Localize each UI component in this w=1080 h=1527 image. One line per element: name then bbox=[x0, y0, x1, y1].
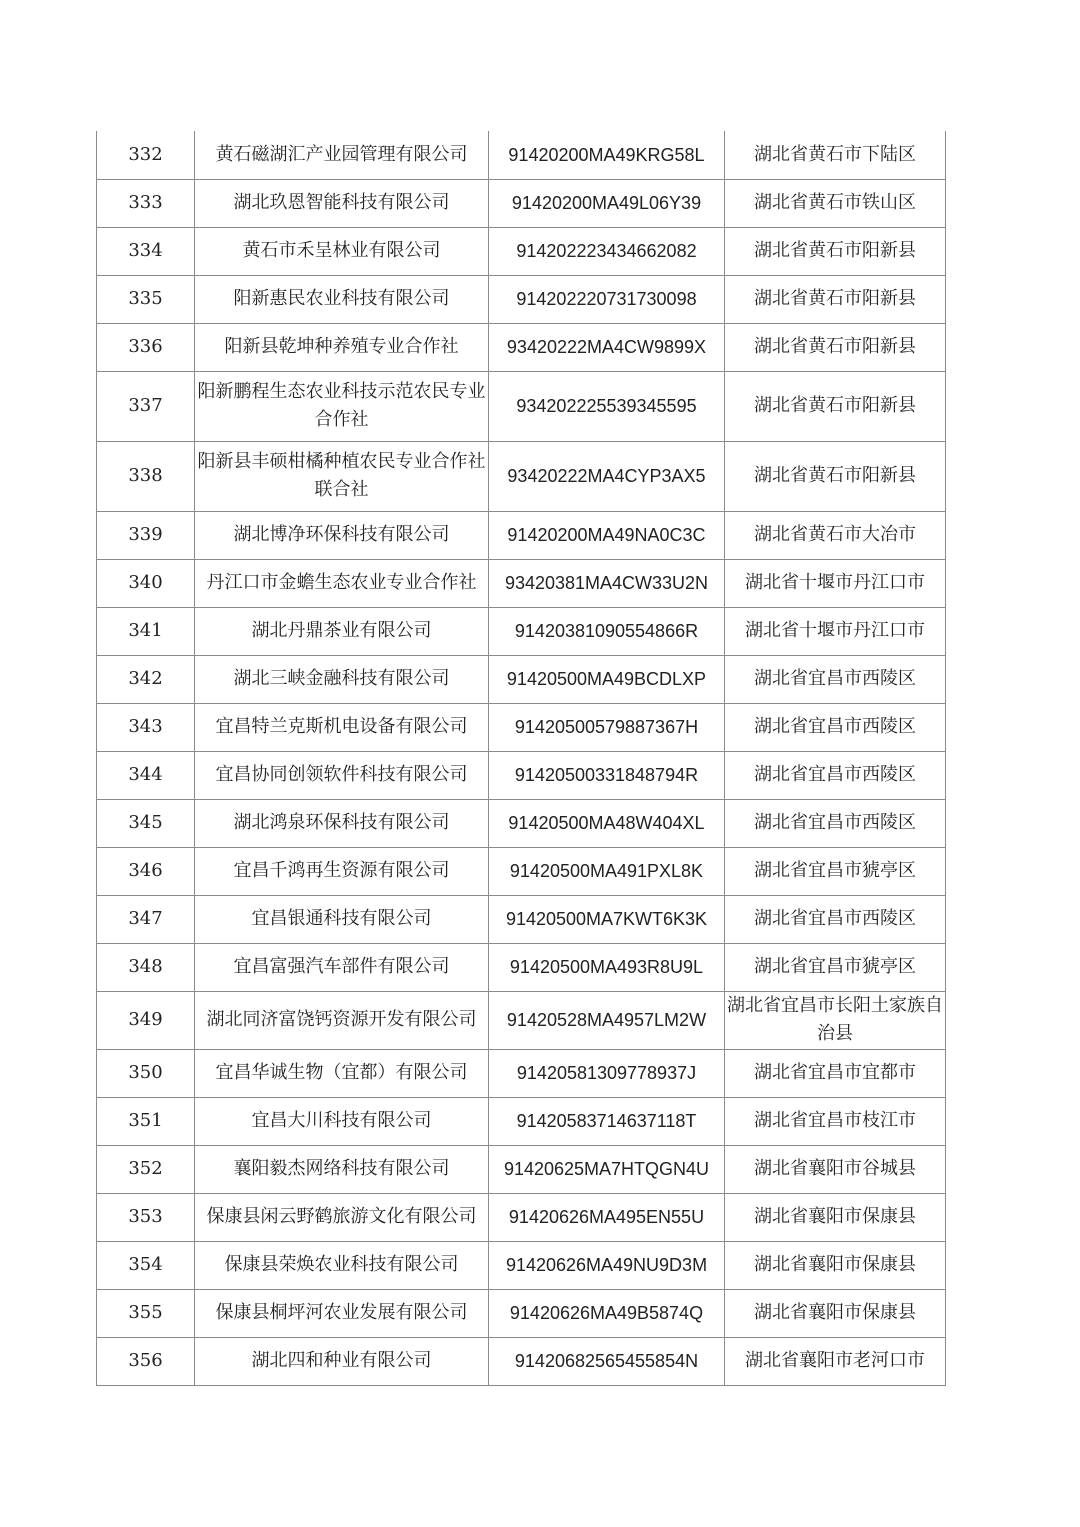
row-number: 336 bbox=[97, 323, 195, 371]
table-row bbox=[97, 703, 946, 751]
row-number: 346 bbox=[97, 847, 195, 895]
credit-code: 914202223434662082 bbox=[489, 227, 725, 275]
row-number: 345 bbox=[97, 799, 195, 847]
credit-code: 914202220731730098 bbox=[489, 275, 725, 323]
row-number: 340 bbox=[97, 559, 195, 607]
table-row bbox=[97, 275, 946, 323]
company-name: 保康县荣焕农业科技有限公司 bbox=[195, 1241, 489, 1289]
company-name: 阳新惠民农业科技有限公司 bbox=[195, 275, 489, 323]
credit-code: 91420500579887367H bbox=[489, 703, 725, 751]
company-name: 湖北博净环保科技有限公司 bbox=[195, 511, 489, 559]
credit-code: 91420626MA49NU9D3M bbox=[489, 1241, 725, 1289]
credit-code: 91420500MA49BCDLXP bbox=[489, 655, 725, 703]
region: 湖北省宜昌市西陵区 bbox=[725, 703, 946, 751]
region: 湖北省襄阳市保康县 bbox=[725, 1289, 946, 1337]
table-row bbox=[97, 227, 946, 275]
table-body bbox=[97, 131, 946, 1385]
region: 湖北省宜昌市枝江市 bbox=[725, 1097, 946, 1145]
company-name: 黄石市禾呈林业有限公司 bbox=[195, 227, 489, 275]
table-row bbox=[97, 511, 946, 559]
table-row bbox=[97, 441, 946, 511]
credit-code: 934202225539345595 bbox=[489, 371, 725, 441]
credit-code: 91420583714637118T bbox=[489, 1097, 725, 1145]
row-number: 348 bbox=[97, 943, 195, 991]
credit-code: 91420500MA48W404XL bbox=[489, 799, 725, 847]
company-name: 宜昌华诚生物（宜都）有限公司 bbox=[195, 1049, 489, 1097]
region: 湖北省黄石市阳新县 bbox=[725, 371, 946, 441]
company-name: 保康县闲云野鹤旅游文化有限公司 bbox=[195, 1193, 489, 1241]
credit-code: 91420528MA4957LM2W bbox=[489, 991, 725, 1049]
region: 湖北省宜昌市西陵区 bbox=[725, 751, 946, 799]
table-row bbox=[97, 847, 946, 895]
company-name: 保康县桐坪河农业发展有限公司 bbox=[195, 1289, 489, 1337]
region: 湖北省襄阳市保康县 bbox=[725, 1241, 946, 1289]
company-name: 宜昌协同创领软件科技有限公司 bbox=[195, 751, 489, 799]
region: 湖北省黄石市阳新县 bbox=[725, 441, 946, 511]
region: 湖北省襄阳市保康县 bbox=[725, 1193, 946, 1241]
table-row bbox=[97, 1097, 946, 1145]
company-name: 黄石磁湖汇产业园管理有限公司 bbox=[195, 131, 489, 179]
credit-code: 91420500331848794R bbox=[489, 751, 725, 799]
row-number: 350 bbox=[97, 1049, 195, 1097]
region: 湖北省宜昌市猇亭区 bbox=[725, 943, 946, 991]
credit-code: 91420581309778937J bbox=[489, 1049, 725, 1097]
region: 湖北省襄阳市老河口市 bbox=[725, 1337, 946, 1385]
company-name: 宜昌富强汽车部件有限公司 bbox=[195, 943, 489, 991]
company-name: 阳新县丰硕柑橘种植农民专业合作社联合社 bbox=[195, 441, 489, 511]
table-row bbox=[97, 991, 946, 1049]
row-number: 351 bbox=[97, 1097, 195, 1145]
row-number: 343 bbox=[97, 703, 195, 751]
table-row bbox=[97, 179, 946, 227]
company-list-table bbox=[96, 131, 946, 1386]
company-name: 襄阳毅杰网络科技有限公司 bbox=[195, 1145, 489, 1193]
credit-code: 91420500MA493R8U9L bbox=[489, 943, 725, 991]
row-number: 334 bbox=[97, 227, 195, 275]
company-name: 湖北四和种业有限公司 bbox=[195, 1337, 489, 1385]
table-row bbox=[97, 655, 946, 703]
table-row bbox=[97, 1289, 946, 1337]
credit-code: 93420222MA4CYP3AX5 bbox=[489, 441, 725, 511]
table-row bbox=[97, 131, 946, 179]
table-row bbox=[97, 751, 946, 799]
company-name: 宜昌特兰克斯机电设备有限公司 bbox=[195, 703, 489, 751]
region: 湖北省宜昌市西陵区 bbox=[725, 799, 946, 847]
row-number: 353 bbox=[97, 1193, 195, 1241]
credit-code: 93420222MA4CW9899X bbox=[489, 323, 725, 371]
table-row bbox=[97, 607, 946, 655]
table-row bbox=[97, 1145, 946, 1193]
table-row bbox=[97, 1241, 946, 1289]
company-name: 湖北丹鼎茶业有限公司 bbox=[195, 607, 489, 655]
company-name: 阳新鹏程生态农业科技示范农民专业合作社 bbox=[195, 371, 489, 441]
company-name: 宜昌大川科技有限公司 bbox=[195, 1097, 489, 1145]
company-name: 丹江口市金蟾生态农业专业合作社 bbox=[195, 559, 489, 607]
credit-code: 91420500MA491PXL8K bbox=[489, 847, 725, 895]
region: 湖北省宜昌市宜都市 bbox=[725, 1049, 946, 1097]
credit-code: 91420200MA49NA0C3C bbox=[489, 511, 725, 559]
table-row bbox=[97, 799, 946, 847]
region: 湖北省黄石市阳新县 bbox=[725, 275, 946, 323]
region: 湖北省黄石市铁山区 bbox=[725, 179, 946, 227]
region: 湖北省宜昌市长阳土家族自治县 bbox=[725, 991, 946, 1049]
region: 湖北省黄石市阳新县 bbox=[725, 227, 946, 275]
region: 湖北省十堰市丹江口市 bbox=[725, 559, 946, 607]
table-row bbox=[97, 559, 946, 607]
row-number: 344 bbox=[97, 751, 195, 799]
row-number: 337 bbox=[97, 371, 195, 441]
credit-code: 93420381MA4CW33U2N bbox=[489, 559, 725, 607]
row-number: 342 bbox=[97, 655, 195, 703]
credit-code: 91420626MA49B5874Q bbox=[489, 1289, 725, 1337]
credit-code: 91420500MA7KWT6K3K bbox=[489, 895, 725, 943]
table-row bbox=[97, 943, 946, 991]
row-number: 338 bbox=[97, 441, 195, 511]
table-row bbox=[97, 1337, 946, 1385]
row-number: 356 bbox=[97, 1337, 195, 1385]
company-name: 阳新县乾坤种养殖专业合作社 bbox=[195, 323, 489, 371]
region: 湖北省黄石市下陆区 bbox=[725, 131, 946, 179]
region: 湖北省黄石市大冶市 bbox=[725, 511, 946, 559]
row-number: 333 bbox=[97, 179, 195, 227]
credit-code: 91420682565455854N bbox=[489, 1337, 725, 1385]
credit-code: 91420381090554866R bbox=[489, 607, 725, 655]
table-row bbox=[97, 1049, 946, 1097]
region: 湖北省宜昌市猇亭区 bbox=[725, 847, 946, 895]
company-name: 湖北鸿泉环保科技有限公司 bbox=[195, 799, 489, 847]
row-number: 341 bbox=[97, 607, 195, 655]
row-number: 339 bbox=[97, 511, 195, 559]
region: 湖北省襄阳市谷城县 bbox=[725, 1145, 946, 1193]
table-row bbox=[97, 895, 946, 943]
company-name: 湖北玖恩智能科技有限公司 bbox=[195, 179, 489, 227]
row-number: 332 bbox=[97, 131, 195, 179]
region: 湖北省黄石市阳新县 bbox=[725, 323, 946, 371]
table-row bbox=[97, 323, 946, 371]
region: 湖北省宜昌市西陵区 bbox=[725, 655, 946, 703]
company-name: 宜昌银通科技有限公司 bbox=[195, 895, 489, 943]
row-number: 349 bbox=[97, 991, 195, 1049]
table-row bbox=[97, 371, 946, 441]
region: 湖北省宜昌市西陵区 bbox=[725, 895, 946, 943]
credit-code: 91420200MA49KRG58L bbox=[489, 131, 725, 179]
row-number: 347 bbox=[97, 895, 195, 943]
row-number: 355 bbox=[97, 1289, 195, 1337]
credit-code: 91420625MA7HTQGN4U bbox=[489, 1145, 725, 1193]
row-number: 354 bbox=[97, 1241, 195, 1289]
company-name: 湖北三峡金融科技有限公司 bbox=[195, 655, 489, 703]
credit-code: 91420626MA495EN55U bbox=[489, 1193, 725, 1241]
row-number: 335 bbox=[97, 275, 195, 323]
company-name: 湖北同济富饶钙资源开发有限公司 bbox=[195, 991, 489, 1049]
table-row bbox=[97, 1193, 946, 1241]
company-name: 宜昌千鸿再生资源有限公司 bbox=[195, 847, 489, 895]
region: 湖北省十堰市丹江口市 bbox=[725, 607, 946, 655]
credit-code: 91420200MA49L06Y39 bbox=[489, 179, 725, 227]
row-number: 352 bbox=[97, 1145, 195, 1193]
